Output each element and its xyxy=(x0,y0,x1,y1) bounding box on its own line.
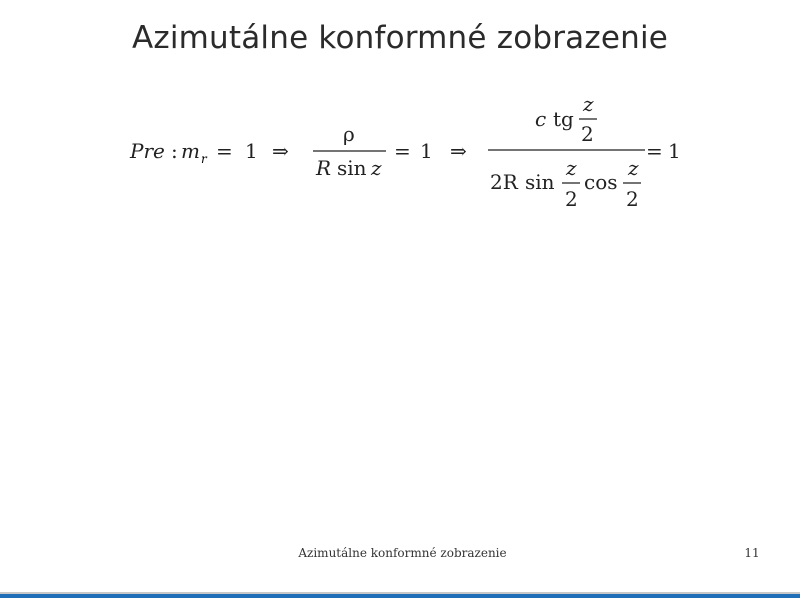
eq-implies-1: ⇒ xyxy=(272,139,289,163)
equation xyxy=(0,0,800,230)
bottom-accent-bar xyxy=(0,592,800,600)
eq-z-1: z xyxy=(371,156,382,180)
eq-sin-1: sin xyxy=(337,156,367,180)
eq-R: R xyxy=(316,156,332,180)
eq-rho: ρ xyxy=(343,122,355,146)
bottom-bar-blue-line xyxy=(0,594,800,598)
slide-title: Azimutálne konformné zobrazenie xyxy=(131,20,669,56)
eq-2R: 2R xyxy=(490,170,518,194)
eq-one-1: 1 xyxy=(245,139,258,163)
eq-two-1: 2 xyxy=(581,122,594,146)
eq-z-4: z xyxy=(628,156,639,180)
eq-one-3: 1 xyxy=(668,139,681,163)
eq-z-3: z xyxy=(566,156,577,180)
footer-title: Azimutálne konformné zobrazenie xyxy=(298,546,507,560)
eq-c: c xyxy=(535,107,547,131)
eq-m: m xyxy=(181,139,200,163)
eq-equals-2: = xyxy=(394,139,411,163)
page-number: 11 xyxy=(744,546,760,560)
eq-two-2: 2 xyxy=(565,187,578,211)
eq-sin-2: sin xyxy=(525,170,555,194)
eq-tg: tg xyxy=(553,107,574,131)
eq-two-3: 2 xyxy=(626,187,639,211)
eq-z-2: z xyxy=(583,92,594,116)
eq-m-subscript: r xyxy=(201,152,207,166)
eq-equals-1: = xyxy=(216,139,233,163)
eq-cos: cos xyxy=(584,170,618,194)
eq-equals-3: = xyxy=(646,139,663,163)
eq-pre: Pre xyxy=(130,139,165,163)
eq-colon: : xyxy=(171,139,178,163)
eq-implies-2: ⇒ xyxy=(450,139,467,163)
eq-one-2: 1 xyxy=(420,139,433,163)
